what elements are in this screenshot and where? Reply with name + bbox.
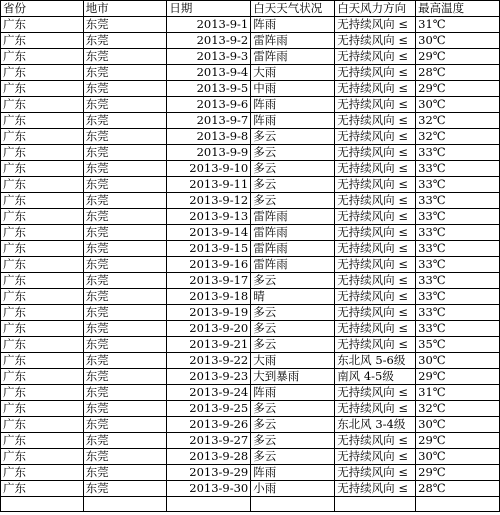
- header-cell-weather[interactable]: 白天天气状况: [251, 1, 335, 17]
- table-row: [1, 449, 500, 465]
- city-cell[interactable]: 东莞: [83, 241, 167, 257]
- weather-cell[interactable]: 大到暴雨: [251, 369, 335, 385]
- city-cell[interactable]: 东莞: [83, 273, 167, 289]
- wind-cell[interactable]: 无持续风向 ≤: [335, 33, 416, 49]
- date-cell[interactable]: 2013-9-29: [167, 465, 251, 481]
- max-temp-cell[interactable]: 29℃: [416, 433, 500, 449]
- weather-cell[interactable]: 雷阵雨: [251, 241, 335, 257]
- table-row: [1, 257, 500, 273]
- wind-cell[interactable]: 无持续风向 ≤: [335, 193, 416, 209]
- max-temp-cell[interactable]: 31℃: [416, 385, 500, 401]
- date-cell[interactable]: 2013-9-19: [167, 305, 251, 321]
- city-cell[interactable]: 东莞: [83, 129, 167, 145]
- province-cell[interactable]: 广东: [1, 113, 84, 129]
- city-cell[interactable]: 东莞: [83, 417, 167, 433]
- weather-cell[interactable]: 阵雨: [251, 97, 335, 113]
- wind-cell[interactable]: 无持续风向 ≤: [335, 129, 416, 145]
- table-row: [1, 81, 500, 97]
- date-cell[interactable]: 2013-9-15: [167, 241, 251, 257]
- province-cell[interactable]: 广东: [1, 17, 84, 33]
- max-temp-cell[interactable]: 33℃: [416, 225, 500, 241]
- province-cell[interactable]: 广东: [1, 385, 84, 401]
- date-cell[interactable]: 2013-9-4: [167, 65, 251, 81]
- wind-cell[interactable]: 无持续风向 ≤: [335, 145, 416, 161]
- city-cell[interactable]: 东莞: [83, 33, 167, 49]
- wind-cell[interactable]: 无持续风向 ≤: [335, 481, 416, 497]
- table-row: [1, 305, 500, 321]
- date-cell[interactable]: 2013-9-9: [167, 145, 251, 161]
- province-cell[interactable]: 广东: [1, 337, 84, 353]
- weather-cell[interactable]: 多云: [251, 433, 335, 449]
- table-row: [1, 417, 500, 433]
- city-cell[interactable]: 东莞: [83, 113, 167, 129]
- wind-cell[interactable]: 无持续风向 ≤: [335, 97, 416, 113]
- date-cell[interactable]: 2013-9-17: [167, 273, 251, 289]
- max-temp-cell[interactable]: 33℃: [416, 193, 500, 209]
- city-cell[interactable]: 东莞: [83, 465, 167, 481]
- weather-cell[interactable]: 晴: [251, 289, 335, 305]
- table-row: [1, 145, 500, 161]
- city-cell[interactable]: 东莞: [83, 97, 167, 113]
- empty-cell[interactable]: [83, 497, 167, 512]
- weather-cell[interactable]: 多云: [251, 193, 335, 209]
- city-cell[interactable]: 东莞: [83, 369, 167, 385]
- date-cell[interactable]: 2013-9-22: [167, 353, 251, 369]
- max-temp-cell[interactable]: 33℃: [416, 273, 500, 289]
- weather-cell[interactable]: 多云: [251, 337, 335, 353]
- weather-cell[interactable]: 阵雨: [251, 17, 335, 33]
- province-cell[interactable]: 广东: [1, 33, 84, 49]
- province-cell[interactable]: 广东: [1, 225, 84, 241]
- max-temp-cell[interactable]: 32℃: [416, 129, 500, 145]
- wind-cell[interactable]: 无持续风向 ≤: [335, 337, 416, 353]
- weather-cell[interactable]: 多云: [251, 273, 335, 289]
- max-temp-cell[interactable]: 31℃: [416, 17, 500, 33]
- table-row: [1, 401, 500, 417]
- city-cell[interactable]: 东莞: [83, 225, 167, 241]
- wind-cell[interactable]: 无持续风向 ≤: [335, 401, 416, 417]
- province-cell[interactable]: 广东: [1, 305, 84, 321]
- weather-cell[interactable]: 多云: [251, 449, 335, 465]
- table-row: [1, 97, 500, 113]
- max-temp-cell[interactable]: 29℃: [416, 369, 500, 385]
- wind-cell[interactable]: 无持续风向 ≤: [335, 81, 416, 97]
- wind-cell[interactable]: 无持续风向 ≤: [335, 433, 416, 449]
- empty-row: [1, 497, 500, 512]
- table-row: [1, 129, 500, 145]
- table-body: [1, 1, 500, 512]
- max-temp-cell[interactable]: 35℃: [416, 337, 500, 353]
- max-temp-cell[interactable]: 33℃: [416, 241, 500, 257]
- wind-cell[interactable]: 无持续风向 ≤: [335, 17, 416, 33]
- max-temp-cell[interactable]: 33℃: [416, 209, 500, 225]
- wind-cell[interactable]: 无持续风向 ≤: [335, 273, 416, 289]
- city-cell[interactable]: 东莞: [83, 257, 167, 273]
- city-cell[interactable]: 东莞: [83, 145, 167, 161]
- city-cell[interactable]: 东莞: [83, 433, 167, 449]
- table-row: [1, 33, 500, 49]
- weather-cell[interactable]: 阵雨: [251, 113, 335, 129]
- empty-cell[interactable]: [1, 497, 84, 512]
- weather-cell[interactable]: 多云: [251, 161, 335, 177]
- city-cell[interactable]: 东莞: [83, 305, 167, 321]
- city-cell[interactable]: 东莞: [83, 209, 167, 225]
- empty-cell[interactable]: [335, 497, 416, 512]
- province-cell[interactable]: 广东: [1, 209, 84, 225]
- city-cell[interactable]: 东莞: [83, 49, 167, 65]
- wind-cell[interactable]: 无持续风向 ≤: [335, 465, 416, 481]
- date-cell[interactable]: 2013-9-1: [167, 17, 251, 33]
- weather-cell[interactable]: 多云: [251, 145, 335, 161]
- weather-cell[interactable]: 雷阵雨: [251, 225, 335, 241]
- city-cell[interactable]: 东莞: [83, 353, 167, 369]
- wind-cell[interactable]: 无持续风向 ≤: [335, 225, 416, 241]
- table-row: [1, 385, 500, 401]
- province-cell[interactable]: 广东: [1, 353, 84, 369]
- header-cell-date[interactable]: 日期: [167, 1, 251, 17]
- header-cell-province[interactable]: 省份: [1, 1, 84, 17]
- table-row: [1, 273, 500, 289]
- date-cell[interactable]: 2013-9-3: [167, 49, 251, 65]
- city-cell[interactable]: 东莞: [83, 289, 167, 305]
- date-cell[interactable]: 2013-9-28: [167, 449, 251, 465]
- province-cell[interactable]: 广东: [1, 369, 84, 385]
- max-temp-cell[interactable]: 29℃: [416, 81, 500, 97]
- weather-cell[interactable]: 多云: [251, 305, 335, 321]
- wind-cell[interactable]: 无持续风向 ≤: [335, 209, 416, 225]
- max-temp-cell[interactable]: 32℃: [416, 401, 500, 417]
- max-temp-cell[interactable]: 33℃: [416, 289, 500, 305]
- max-temp-cell[interactable]: 33℃: [416, 321, 500, 337]
- wind-cell[interactable]: 无持续风向 ≤: [335, 49, 416, 65]
- date-cell[interactable]: 2013-9-24: [167, 385, 251, 401]
- wind-cell[interactable]: 无持续风向 ≤: [335, 113, 416, 129]
- city-cell[interactable]: 东莞: [83, 385, 167, 401]
- wind-cell[interactable]: 无持续风向 ≤: [335, 257, 416, 273]
- city-cell[interactable]: 东莞: [83, 17, 167, 33]
- weather-cell[interactable]: 多云: [251, 417, 335, 433]
- province-cell[interactable]: 广东: [1, 241, 84, 257]
- wind-cell[interactable]: 无持续风向 ≤: [335, 65, 416, 81]
- wind-cell[interactable]: 南风 4-5级: [335, 369, 416, 385]
- table-row: [1, 337, 500, 353]
- province-cell[interactable]: 广东: [1, 465, 84, 481]
- date-cell[interactable]: 2013-9-14: [167, 225, 251, 241]
- province-cell[interactable]: 广东: [1, 81, 84, 97]
- city-cell[interactable]: 东莞: [83, 193, 167, 209]
- table-row: [1, 49, 500, 65]
- max-temp-cell[interactable]: 29℃: [416, 49, 500, 65]
- province-cell[interactable]: 广东: [1, 65, 84, 81]
- date-cell[interactable]: 2013-9-13: [167, 209, 251, 225]
- province-cell[interactable]: 广东: [1, 177, 84, 193]
- date-cell[interactable]: 2013-9-8: [167, 129, 251, 145]
- weather-cell[interactable]: 大雨: [251, 65, 335, 81]
- province-cell[interactable]: 广东: [1, 193, 84, 209]
- province-cell[interactable]: 广东: [1, 481, 84, 497]
- max-temp-cell[interactable]: 32℃: [416, 113, 500, 129]
- date-cell[interactable]: 2013-9-21: [167, 337, 251, 353]
- date-cell[interactable]: 2013-9-18: [167, 289, 251, 305]
- max-temp-cell[interactable]: 28℃: [416, 65, 500, 81]
- weather-cell[interactable]: 大雨: [251, 353, 335, 369]
- province-cell[interactable]: 广东: [1, 417, 84, 433]
- header-row: [1, 1, 500, 17]
- city-cell[interactable]: 东莞: [83, 401, 167, 417]
- weather-cell[interactable]: 中雨: [251, 81, 335, 97]
- empty-cell[interactable]: [416, 497, 500, 512]
- wind-cell[interactable]: 无持续风向 ≤: [335, 449, 416, 465]
- date-cell[interactable]: 2013-9-7: [167, 113, 251, 129]
- province-cell[interactable]: 广东: [1, 449, 84, 465]
- weather-cell[interactable]: 雷阵雨: [251, 209, 335, 225]
- table-row: [1, 161, 500, 177]
- weather-cell[interactable]: 多云: [251, 321, 335, 337]
- province-cell[interactable]: 广东: [1, 97, 84, 113]
- province-cell[interactable]: 广东: [1, 433, 84, 449]
- max-temp-cell[interactable]: 33℃: [416, 145, 500, 161]
- date-cell[interactable]: 2013-9-12: [167, 193, 251, 209]
- wind-cell[interactable]: 东北风 3-4级: [335, 417, 416, 433]
- table-row: [1, 369, 500, 385]
- max-temp-cell[interactable]: 30℃: [416, 97, 500, 113]
- date-cell[interactable]: 2013-9-27: [167, 433, 251, 449]
- city-cell[interactable]: 东莞: [83, 81, 167, 97]
- empty-cell[interactable]: [251, 497, 335, 512]
- table-row: [1, 193, 500, 209]
- empty-cell[interactable]: [167, 497, 251, 512]
- max-temp-cell[interactable]: 33℃: [416, 257, 500, 273]
- max-temp-cell[interactable]: 30℃: [416, 417, 500, 433]
- weather-cell[interactable]: 阵雨: [251, 385, 335, 401]
- max-temp-cell[interactable]: 30℃: [416, 449, 500, 465]
- wind-cell[interactable]: 无持续风向 ≤: [335, 385, 416, 401]
- table-row: [1, 481, 500, 497]
- wind-cell[interactable]: 无持续风向 ≤: [335, 321, 416, 337]
- max-temp-cell[interactable]: 33℃: [416, 161, 500, 177]
- date-cell[interactable]: 2013-9-2: [167, 33, 251, 49]
- header-cell-wind[interactable]: 白天风力方向: [335, 1, 416, 17]
- province-cell[interactable]: 广东: [1, 289, 84, 305]
- city-cell[interactable]: 东莞: [83, 65, 167, 81]
- date-cell[interactable]: 2013-9-16: [167, 257, 251, 273]
- date-cell[interactable]: 2013-9-20: [167, 321, 251, 337]
- wind-cell[interactable]: 无持续风向 ≤: [335, 161, 416, 177]
- wind-cell[interactable]: 无持续风向 ≤: [335, 241, 416, 257]
- weather-cell[interactable]: 雷阵雨: [251, 257, 335, 273]
- max-temp-cell[interactable]: 33℃: [416, 305, 500, 321]
- weather-cell[interactable]: 多云: [251, 401, 335, 417]
- weather-cell[interactable]: 雷阵雨: [251, 33, 335, 49]
- table-row: [1, 113, 500, 129]
- table-row: [1, 433, 500, 449]
- province-cell[interactable]: 广东: [1, 145, 84, 161]
- date-cell[interactable]: 2013-9-5: [167, 81, 251, 97]
- table-row: [1, 321, 500, 337]
- city-cell[interactable]: 东莞: [83, 321, 167, 337]
- table-row: [1, 225, 500, 241]
- table-row: [1, 65, 500, 81]
- wind-cell[interactable]: 无持续风向 ≤: [335, 177, 416, 193]
- table-row: [1, 241, 500, 257]
- date-cell[interactable]: 2013-9-10: [167, 161, 251, 177]
- header-cell-max-temp[interactable]: 最高温度: [416, 1, 500, 17]
- city-cell[interactable]: 东莞: [83, 177, 167, 193]
- table-row: [1, 465, 500, 481]
- wind-cell[interactable]: 无持续风向 ≤: [335, 305, 416, 321]
- table-row: [1, 177, 500, 193]
- city-cell[interactable]: 东莞: [83, 161, 167, 177]
- province-cell[interactable]: 广东: [1, 321, 84, 337]
- max-temp-cell[interactable]: 33℃: [416, 177, 500, 193]
- max-temp-cell[interactable]: 29℃: [416, 465, 500, 481]
- province-cell[interactable]: 广东: [1, 273, 84, 289]
- weather-cell[interactable]: 多云: [251, 129, 335, 145]
- weather-cell[interactable]: 阵雨: [251, 465, 335, 481]
- province-cell[interactable]: 广东: [1, 161, 84, 177]
- header-cell-city[interactable]: 地市: [83, 1, 167, 17]
- weather-cell[interactable]: 小雨: [251, 481, 335, 497]
- table-row: [1, 17, 500, 33]
- table-row: [1, 289, 500, 305]
- weather-cell[interactable]: 多云: [251, 177, 335, 193]
- date-cell[interactable]: 2013-9-6: [167, 97, 251, 113]
- wind-cell[interactable]: 无持续风向 ≤: [335, 289, 416, 305]
- weather-cell[interactable]: 雷阵雨: [251, 49, 335, 65]
- date-cell[interactable]: 2013-9-23: [167, 369, 251, 385]
- province-cell[interactable]: 广东: [1, 257, 84, 273]
- max-temp-cell[interactable]: 30℃: [416, 33, 500, 49]
- wind-cell[interactable]: 东北风 5-6级: [335, 353, 416, 369]
- max-temp-cell[interactable]: 30℃: [416, 353, 500, 369]
- date-cell[interactable]: 2013-9-26: [167, 417, 251, 433]
- province-cell[interactable]: 广东: [1, 401, 84, 417]
- date-cell[interactable]: 2013-9-11: [167, 177, 251, 193]
- city-cell[interactable]: 东莞: [83, 449, 167, 465]
- date-cell[interactable]: 2013-9-30: [167, 481, 251, 497]
- province-cell[interactable]: 广东: [1, 49, 84, 65]
- date-cell[interactable]: 2013-9-25: [167, 401, 251, 417]
- city-cell[interactable]: 东莞: [83, 337, 167, 353]
- max-temp-cell[interactable]: 28℃: [416, 481, 500, 497]
- table-row: [1, 209, 500, 225]
- table-row: [1, 353, 500, 369]
- province-cell[interactable]: 广东: [1, 129, 84, 145]
- city-cell[interactable]: 东莞: [83, 481, 167, 497]
